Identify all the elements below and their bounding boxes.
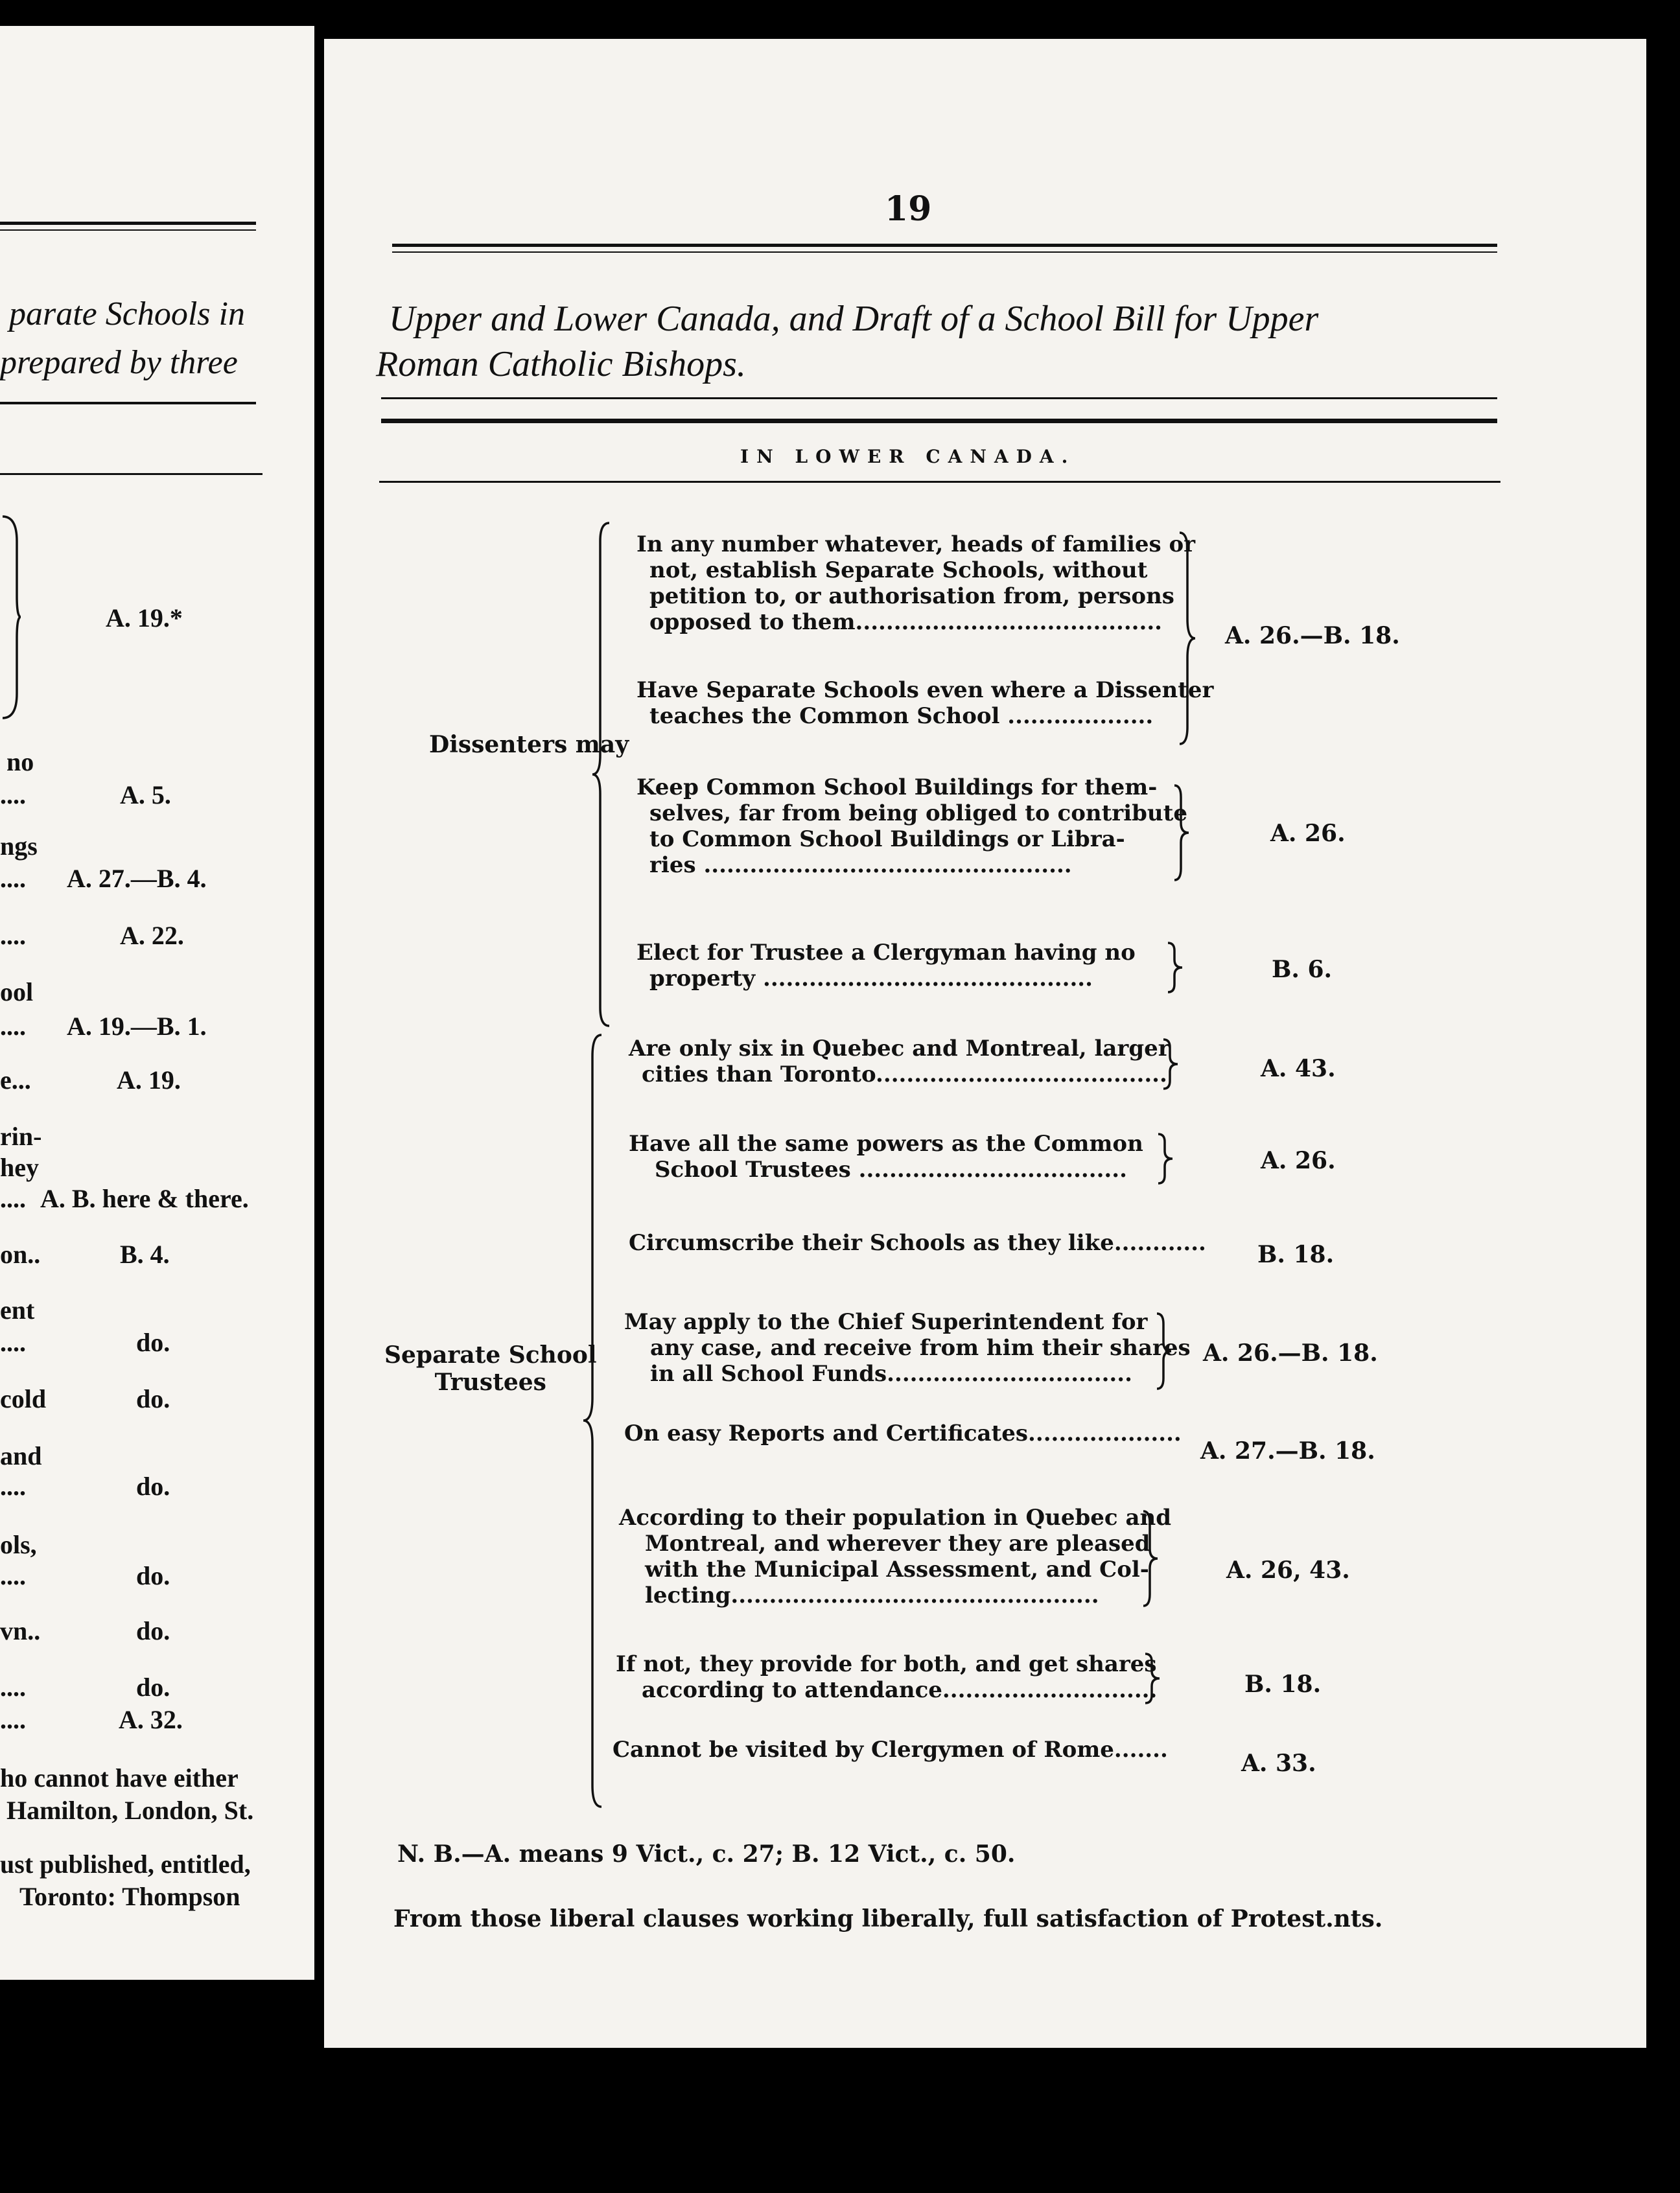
dissenters-entry-4: Elect for Trustee a Clergyman having no property ........................................... bbox=[636, 940, 1136, 992]
left-ref: do. bbox=[136, 1384, 170, 1413]
right-page bbox=[324, 39, 1646, 2048]
left-ref: do. bbox=[136, 1472, 170, 1501]
trustees-entry-6: According to their population in Quebec and Montreal, and wherever they are pleased with the Municipal Assessment, and Col- lecting................................................ bbox=[619, 1505, 1171, 1608]
dissenters-entries-brace bbox=[1178, 531, 1196, 745]
trustees-entry-7: If not, they provide for both, and get shares according to attendance............................ bbox=[616, 1651, 1158, 1703]
dissenters-group-brace bbox=[591, 522, 611, 1027]
left-ref: A. 19.* bbox=[106, 603, 183, 632]
reference: A. 26. bbox=[1270, 820, 1346, 847]
trustees-group-brace bbox=[582, 1034, 603, 1808]
reference: B. 18. bbox=[1257, 1241, 1335, 1268]
left-fragment: .... bbox=[0, 921, 26, 950]
left-fragment: .... bbox=[0, 1328, 26, 1357]
left-ref: A. 22. bbox=[120, 921, 184, 950]
trustees-entry-2: Have all the same powers as the Common School Trustees ................................... bbox=[629, 1131, 1143, 1183]
left-fragment: no bbox=[6, 747, 34, 776]
left-fragment: .... bbox=[0, 864, 26, 893]
left-ref: A. 27.—B. 4. bbox=[67, 864, 207, 893]
left-ref: B. 4. bbox=[120, 1240, 170, 1269]
header-bottom-rule-thick bbox=[381, 419, 1497, 423]
left-page bbox=[0, 26, 314, 1980]
reference: A. 26. bbox=[1261, 1147, 1336, 1174]
entry-brace bbox=[1167, 942, 1184, 993]
left-ref: A. B. here & there. bbox=[40, 1184, 249, 1213]
left-fragment: vn.. bbox=[0, 1616, 41, 1645]
left-fragment: rin- bbox=[0, 1122, 42, 1151]
reference: B. 18. bbox=[1244, 1671, 1322, 1698]
entry-brace bbox=[1157, 1133, 1174, 1185]
entry-brace bbox=[1156, 1312, 1172, 1390]
trustees-entry-5: On easy Reports and Certificates.................... bbox=[624, 1421, 1182, 1446]
entry-brace bbox=[1142, 1510, 1159, 1607]
left-fragment: on.. bbox=[0, 1240, 41, 1269]
left-fragment: hey bbox=[0, 1153, 39, 1182]
left-fragment: ool bbox=[0, 977, 34, 1006]
reference: A. 27.—B. 18. bbox=[1200, 1437, 1375, 1465]
left-bottom-line: Hamilton, London, St. bbox=[6, 1796, 254, 1825]
left-fragment: cold bbox=[0, 1384, 47, 1413]
left-ref: A. 5. bbox=[120, 780, 171, 809]
group-label-dissenters: Dissenters may bbox=[429, 731, 629, 758]
left-ref: do. bbox=[136, 1616, 170, 1645]
left-fragment: ent bbox=[0, 1295, 35, 1325]
left-ref: A. 19. bbox=[117, 1065, 181, 1095]
reference: A. 26.—B. 18. bbox=[1225, 622, 1400, 649]
left-header-rule bbox=[0, 402, 256, 404]
header-top-rule-thin bbox=[392, 251, 1497, 253]
reference: B. 6. bbox=[1272, 956, 1333, 983]
left-fragment: .... bbox=[0, 1184, 26, 1213]
left-fragment: and bbox=[0, 1441, 42, 1470]
reference: A. 43. bbox=[1261, 1055, 1336, 1082]
left-ref: do. bbox=[136, 1561, 170, 1590]
section-heading: IN LOWER CANADA. bbox=[740, 446, 1076, 467]
left-ref: A. 19.—B. 1. bbox=[67, 1012, 207, 1041]
left-fragment: .... bbox=[0, 780, 26, 809]
trustees-entry-4: May apply to the Chief Superintendent for any case, and receive from him their shares in all School Funds................................ bbox=[624, 1309, 1191, 1387]
entry-brace bbox=[1162, 1038, 1179, 1090]
left-fragment: .... bbox=[0, 1561, 26, 1590]
left-ref: do. bbox=[136, 1328, 170, 1357]
left-header-line-1: parate Schools in bbox=[9, 296, 245, 332]
left-top-rule-thin bbox=[0, 229, 256, 231]
left-top-rule bbox=[0, 222, 256, 225]
reference: A. 26, 43. bbox=[1226, 1557, 1350, 1584]
left-fragment: .... bbox=[0, 1472, 26, 1501]
trustees-entry-8: Cannot be visited by Clergymen of Rome....... bbox=[612, 1737, 1168, 1763]
entry-brace bbox=[1173, 784, 1190, 881]
left-bottom-line: Toronto: Thompson bbox=[19, 1882, 240, 1911]
left-header-line-2: prepared by three bbox=[0, 344, 238, 381]
section-rule bbox=[379, 481, 1500, 483]
dissenters-entry-3: Keep Common School Buildings for them- selves, far from being obliged to contribute to Common School Buildings or Libra- ries ................................................ bbox=[636, 774, 1187, 878]
left-fragment: ols, bbox=[0, 1530, 37, 1559]
left-fragment: .... bbox=[0, 1012, 26, 1041]
dissenters-entry-1: In any number whatever, heads of families or not, establish Separate Schools, without petition to, or authorisation from, persons opposed to them........................................ bbox=[636, 531, 1196, 635]
left-ref: A. 32. bbox=[119, 1705, 183, 1734]
nota-bene: N. B.—A. means 9 Vict., c. 27; B. 12 Vict., c. 50. bbox=[397, 1840, 1016, 1868]
entry-brace bbox=[1144, 1653, 1161, 1704]
header-title-line-1: Upper and Lower Canada, and Draft of a School Bill for Upper bbox=[389, 299, 1319, 339]
group-label-trustees: Separate School Trustees bbox=[384, 1341, 597, 1396]
left-bottom-line: ust published, entitled, bbox=[0, 1850, 251, 1879]
closing-line: From those liberal clauses working liberally, full satisfaction of Protest.nts. bbox=[393, 1905, 1383, 1932]
header-bottom-rule bbox=[381, 397, 1497, 399]
trustees-entry-1: Are only six in Quebec and Montreal, larger cities than Toronto...................................... bbox=[629, 1036, 1170, 1087]
dissenters-entry-2: Have Separate Schools even where a Dissenter teaches the Common School ................... bbox=[636, 677, 1214, 729]
left-fragment: .... bbox=[0, 1673, 26, 1702]
left-bottom-line: ho cannot have either bbox=[0, 1763, 239, 1793]
left-fragment: e... bbox=[0, 1065, 31, 1095]
left-fragment: .... bbox=[0, 1705, 26, 1734]
header-top-rule bbox=[392, 244, 1497, 247]
header-title-line-2: Roman Catholic Bishops. bbox=[376, 344, 746, 384]
reference: A. 33. bbox=[1241, 1750, 1316, 1777]
reference: A. 26.—B. 18. bbox=[1203, 1340, 1378, 1367]
trustees-entry-3: Circumscribe their Schools as they like............ bbox=[629, 1230, 1206, 1256]
left-ref: do. bbox=[136, 1673, 170, 1702]
left-brace bbox=[1, 515, 21, 719]
left-header-rule-2 bbox=[0, 473, 262, 475]
page-number: 19 bbox=[885, 189, 932, 229]
left-fragment: ngs bbox=[0, 831, 38, 861]
